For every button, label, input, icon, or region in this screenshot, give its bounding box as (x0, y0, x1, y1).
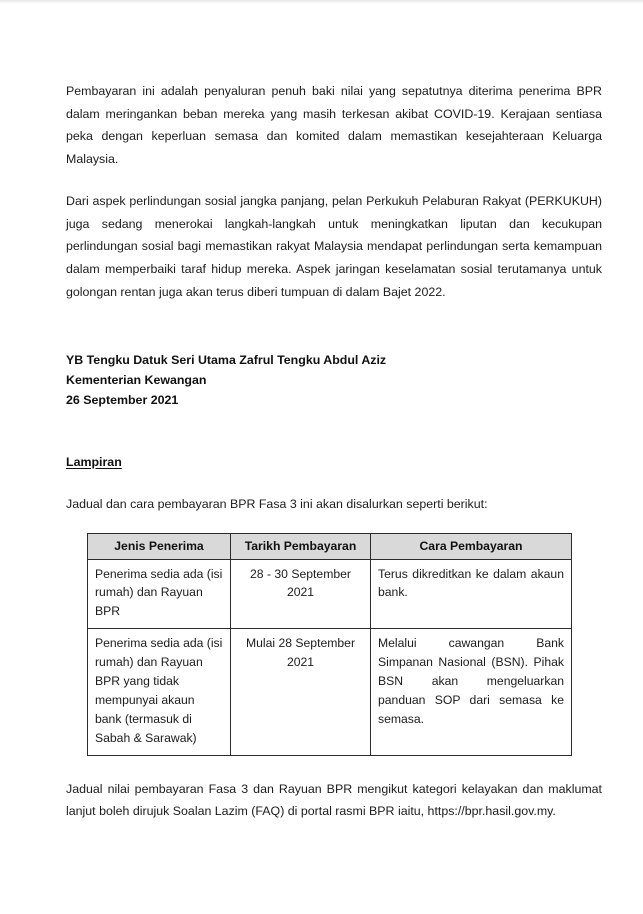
cell-payment-method: Melalui cawangan Bank Simpanan Nasional (BSN). Pihak BSN akan mengeluarkan panduan SOP dari semasa ke semasa. (371, 629, 572, 755)
signatory-date: 26 September 2021 (66, 392, 179, 407)
paragraph-1: Pembayaran ini adalah penyaluran penuh baki nilai yang sepatutnya diterima penerima BPR dalam meringankan beban mereka yang masih terkesan akibat COVID-19. Kerajaan sentiasa peka dengan keperluan semasa dan komited dalam memastikan kesejahteraan Keluarga Malaysia. (66, 84, 602, 166)
signature-block (66, 351, 602, 411)
signatory-name: YB Tengku Datuk Seri Utama Zafrul Tengku Abdul Aziz (66, 353, 387, 368)
column-header-payment-method: Cara Pembayaran (371, 533, 572, 559)
paragraph-2: Dari aspek perlindungan sosial jangka panjang, pelan Perkukuh Pelaburan Rakyat (PERKUKUH) juga sedang menerokai langkah-langkah untuk meningkatkan liputan dan kecukupan perlindungan sosial bagi memastikan rakyat Malaysia mendapat perlindungan serta kemampuan dalam memperbaiki taraf hidup mereka. Aspek jaringan keselamatan sosial terutamanya untuk golongan rentan juga akan terus diberi tumpuan di dalam Bajet 2022. (66, 194, 602, 299)
table-row (88, 559, 572, 629)
document-content (66, 80, 602, 835)
cell-payment-method: Terus dikreditkan ke dalam akaun bank. (371, 559, 572, 629)
column-header-payment-date: Tarikh Pembayaran (231, 533, 371, 559)
cell-payment-date: 28 - 30 September 2021 (231, 559, 371, 629)
payment-schedule-table (87, 533, 572, 756)
cell-recipient-type: Penerima sedia ada (isi rumah) dan Rayuan BPR yang tidak mempunyai akaun bank (termasuk di Sabah & Sarawak) (88, 629, 231, 755)
table-row (88, 629, 572, 755)
scan-edge-artifact (0, 0, 643, 3)
table-header-row (88, 533, 572, 559)
closing-paragraph: Jadual nilai pembayaran Fasa 3 dan Rayuan BPR mengikut kategori kelayakan dan maklumat lanjut boleh dirujuk Soalan Lazim (FAQ) di portal rasmi BPR iaitu, https://bpr.hasil.gov.my. (66, 781, 602, 819)
column-header-recipient-type: Jenis Penerima (88, 533, 231, 559)
cell-recipient-type: Penerima sedia ada (isi rumah) dan Rayuan BPR (88, 559, 231, 629)
signatory-ministry: Kementerian Kewangan (66, 373, 207, 388)
attachment-heading: Lampiran (66, 454, 122, 469)
cell-payment-date: Mulai 28 September 2021 (231, 629, 371, 755)
table-intro-line: Jadual dan cara pembayaran BPR Fasa 3 ini akan disalurkan seperti berikut: (66, 496, 488, 511)
